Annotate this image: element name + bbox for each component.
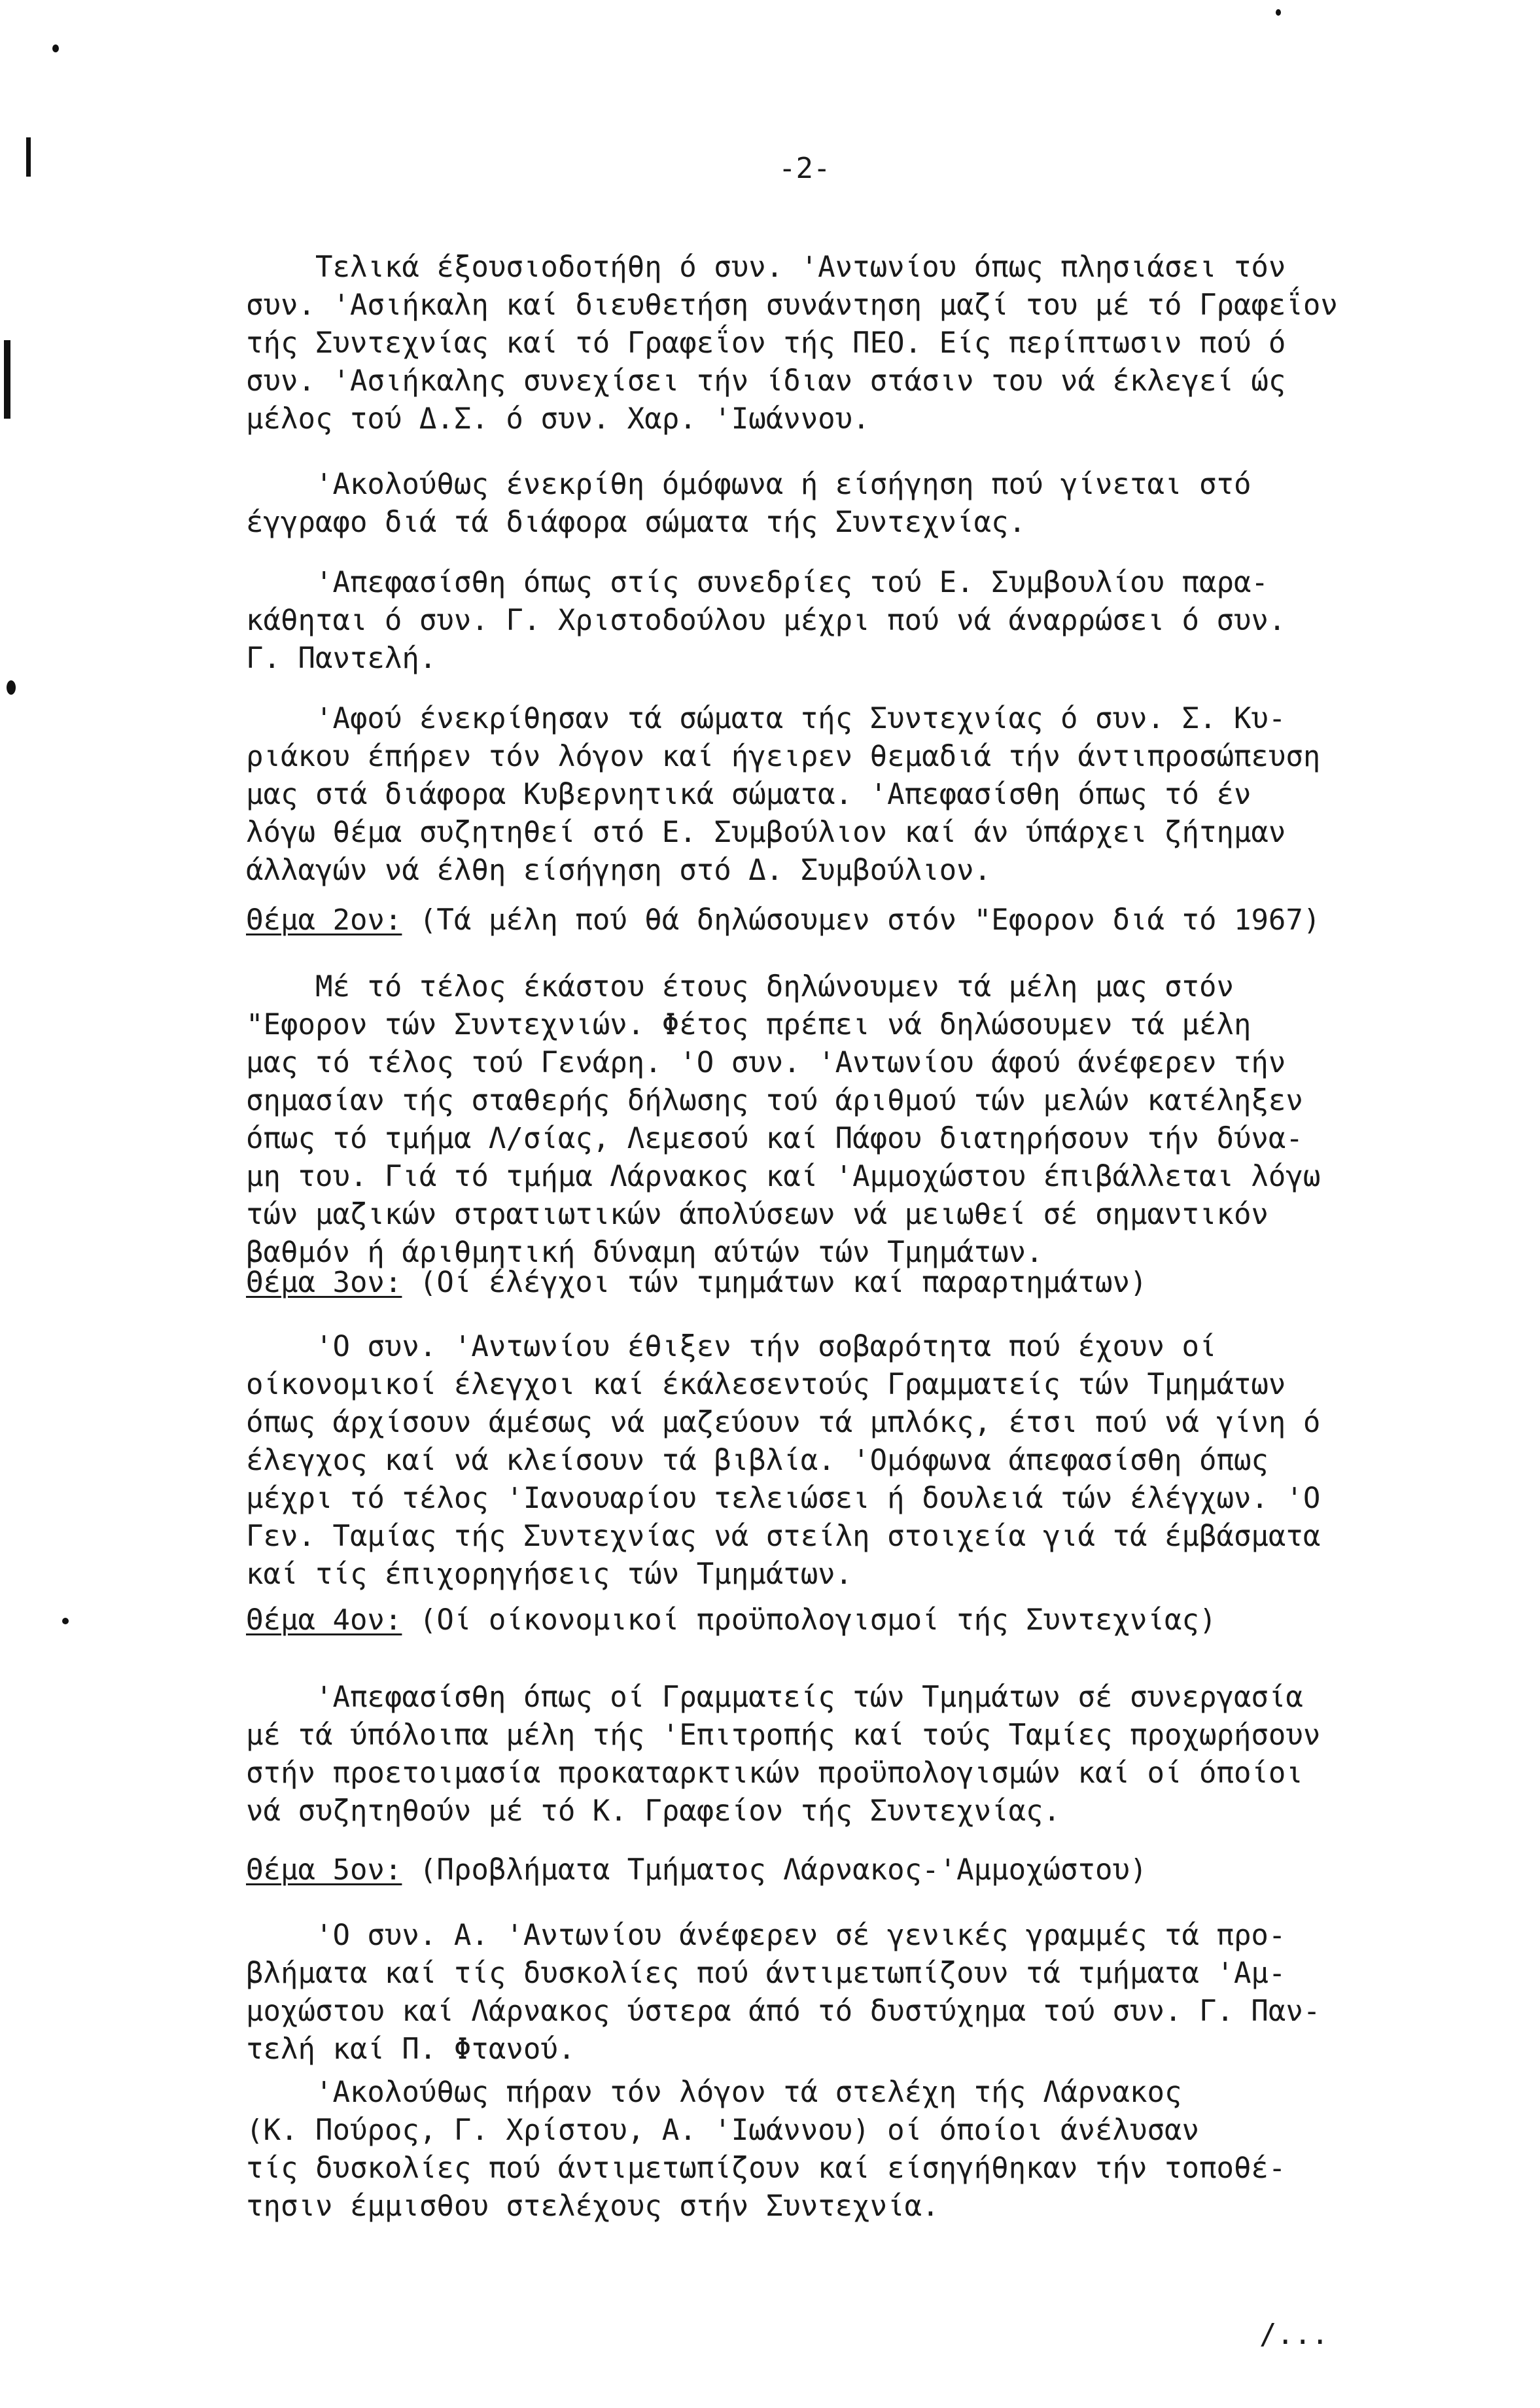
text-line: έγγραφο διά τά διάφορα σώματα τής Συντεχνίας.	[246, 506, 1026, 539]
text-line: οίκονομικοί έλεγχοι καί έκάλεσεντούς Γραμματείς τών Τμημάτων	[246, 1368, 1286, 1401]
text-line: Γ. Παντελή.	[246, 642, 437, 675]
text-line: βλήματα καί τίς δυσκολίες πού άντιμετωπίζουν τά τμήματα 'Αμ-	[246, 1957, 1286, 1990]
text-line: συν. 'Ασιήκαλης συνεχίσει τήν ίδιαν στάσιν του νά έκλεγεί ώς	[246, 364, 1286, 398]
topic-heading-2	[246, 901, 1486, 939]
topic-label: Θέμα 3ον:	[246, 1266, 402, 1299]
scan-mark-left	[26, 137, 31, 177]
text-line: βαθμόν ή άριθμητική δύναμη αύτών τών Τμημάτων.	[246, 1236, 1043, 1269]
topic-heading-5	[246, 1851, 1486, 1889]
text-line: κάθηται ό συν. Γ. Χριστοδούλου μέχρι πού νά άναρρώσει ό συν.	[246, 604, 1286, 637]
paragraph-approval	[246, 466, 1486, 542]
text-line: τίς δυσκολίες πού άντιμετωπίζουν καί είσηγήθηκαν τήν τοποθέ-	[246, 2152, 1286, 2185]
text-line: καί τίς έπιχορηγήσεις τών Τμημάτων.	[246, 1558, 853, 1591]
paragraph-authorization	[246, 249, 1486, 438]
text-line: όπως άρχίσουν άμέσως νά μαζεύουν τά μπλόκς, έτσι πού νά γίνη ό	[246, 1406, 1321, 1439]
text-line: μη του. Γιά τό τμήμα Λάρνακος καί 'Αμμοχώστου έπιβάλλεται λόγω	[246, 1160, 1321, 1193]
topic-title: (Τά μέλη πού θά δηλώσουμεν στόν "Εφορον διά τό 1967)	[402, 903, 1321, 937]
topic-title: (Οί οίκονομικοί προϋπολογισμοί τής Συντεχνίας)	[402, 1603, 1217, 1637]
topic-title: (Προβλήματα Τμήματος Λάρνακος-'Αμμοχώστου)	[402, 1853, 1147, 1887]
text-line: 'Ακολούθως πήραν τόν λόγον τά στελέχη τής Λάρνακος	[246, 2076, 1182, 2109]
text-line: 'Ο συν. Α. 'Αντωνίου άνέφερεν σέ γενικές γραμμές τά προ-	[246, 1919, 1286, 1952]
text-line: άλλαγών νά έλθη είσήγηση στό Δ. Συμβούλιον.	[246, 854, 992, 887]
continuation-mark: /...	[1259, 2318, 1329, 2351]
topic-heading-3	[246, 1264, 1486, 1302]
text-line: μέ τά ύπόλοιπα μέλη τής 'Επιτροπής καί τούς Ταμίες προχωρήσουν	[246, 1719, 1321, 1752]
text-line: (Κ. Πούρος, Γ. Χρίστου, Α. 'Ιωάννου) οί όποίοι άνέλυσαν	[246, 2114, 1199, 2147]
text-line: Μέ τό τέλος έκάστου έτους δηλώνουμεν τά μέλη μας στόν	[246, 970, 1234, 1003]
text-line: τησιν έμμισθου στελέχους στήν Συντεχνία.	[246, 2190, 939, 2223]
text-line: στήν προετοιμασία προκαταρκτικών προϋπολογισμών καί οί όποίοι	[246, 1756, 1303, 1790]
text-line: μοχώστου καί Λάρνακος ύστερα άπό τό δυστύχημα τού συν. Γ. Παν-	[246, 1995, 1321, 2028]
text-line: μας στά διάφορα Κυβερνητικά σώματα. 'Απεφασίσθη όπως τό έν	[246, 778, 1251, 811]
text-line: 'Αφού ένεκρίθησαν τά σώματα τής Συντεχνίας ό συν. Σ. Κυ-	[246, 702, 1286, 735]
text-line: "Εφορον τών Συντεχνιών. Φέτος πρέπει νά δηλώσουμεν τά μέλη	[246, 1008, 1251, 1041]
text-line: Γεν. Ταμίας τής Συντεχνίας νά στείλη στοιχεία γιά τά έμβάσματα	[246, 1520, 1321, 1553]
text-line: όπως τό τμήμα Λ/σίας, Λεμεσού καί Πάφου διατηρήσουν τήν δύνα-	[246, 1122, 1303, 1155]
text-line: 'Ακολούθως ένεκρίθη όμόφωνα ή είσήγηση πού γίνεται στό	[246, 468, 1251, 501]
page-number: -2-	[779, 152, 831, 185]
text-line: 'Απεφασίσθη όπως στίς συνεδρίες τού Ε. Συμβουλίου παρα-	[246, 566, 1269, 599]
text-line: τών μαζικών στρατιωτικών άπολύσεων νά μειωθεί σέ σημαντικόν	[246, 1198, 1269, 1231]
paragraph-problems	[246, 1917, 1486, 2068]
text-line: Τελικά έξουσιοδοτήθη ό συν. 'Αντωνίου όπως πλησιάσει τόν	[246, 251, 1286, 284]
text-line: σημασίαν τής σταθερής δήλωσης τού άριθμού τών μελών κατέληξεν	[246, 1084, 1303, 1117]
topic-heading-4	[246, 1601, 1486, 1639]
topic-title: (Οί έλέγχοι τών τμημάτων καί παραρτημάτων)	[402, 1266, 1147, 1299]
text-line: νά συζητηθούν μέ τό Κ. Γραφείον τής Συντεχνίας.	[246, 1794, 1061, 1828]
paragraph-representation	[246, 700, 1486, 890]
paragraph-audits	[246, 1328, 1486, 1594]
text-line: τής Συντεχνίας καί τό Γραφεΐον τής ΠΕΟ. Είς περίπτωσιν πού ό	[246, 326, 1286, 360]
topic-label: Θέμα 2ον:	[246, 903, 402, 937]
paragraph-members-declaration	[246, 968, 1486, 1272]
text-line: έλεγχος καί νά κλείσουν τά βιβλία. 'Ομόφωνα άπεφασίσθη όπως	[246, 1444, 1269, 1477]
scan-mark-left-3	[7, 680, 16, 695]
text-line: τελή καί Π. Φτανού.	[246, 2033, 576, 2066]
scan-mark-left-2	[4, 340, 10, 419]
text-line: ριάκου έπήρεν τόν λόγον καί ήγειρεν θεμαδιά τήν άντιπροσώπευση	[246, 740, 1321, 773]
paragraph-decision	[246, 564, 1486, 678]
scan-mark-top	[52, 44, 59, 52]
text-line: μέλος τού Δ.Σ. ό συν. Χαρ. 'Ιωάννου.	[246, 402, 870, 436]
text-line: λόγω θέμα συζητηθεί στό Ε. Συμβούλιον καί άν ύπάρχει ζήτημαν	[246, 816, 1286, 849]
text-line: συν. 'Ασιήκαλη καί διευθετήση συνάντηση μαζί του μέ τό Γραφεΐον	[246, 288, 1338, 322]
text-line: μέχρι τό τέλος 'Ιανουαρίου τελειώσει ή δουλειά τών έλέγχων. 'Ο	[246, 1482, 1321, 1515]
paragraph-budgets	[246, 1679, 1486, 1830]
scan-mark-top-right	[1276, 9, 1281, 16]
text-line: μας τό τέλος τού Γενάρη. 'Ο συν. 'Αντωνίου άφού άνέφερεν τήν	[246, 1046, 1286, 1079]
text-line: 'Ο συν. 'Αντωνίου έθιξεν τήν σοβαρότητα πού έχουν οί	[246, 1330, 1217, 1363]
text-line: 'Απεφασίσθη όπως οί Γραμματείς τών Τμημάτων σέ συνεργασία	[246, 1681, 1303, 1714]
topic-label: Θέμα 4ον:	[246, 1603, 402, 1637]
topic-label: Θέμα 5ον:	[246, 1853, 402, 1887]
scan-mark-left-4	[62, 1618, 69, 1624]
paragraph-larnaca-cadres	[246, 2074, 1486, 2225]
